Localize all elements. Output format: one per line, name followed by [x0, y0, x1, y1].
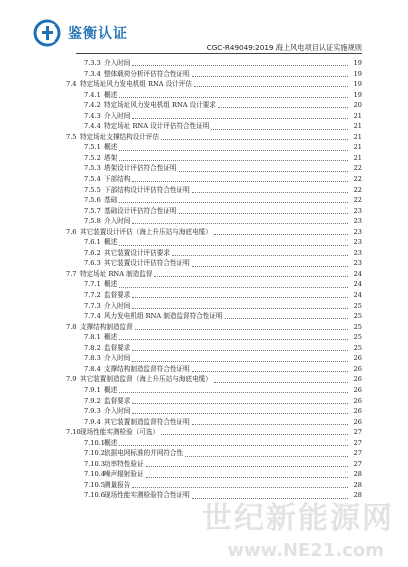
- toc-entry-page: 21: [353, 132, 362, 141]
- toc-entry[interactable]: [66, 480, 362, 491]
- toc-entry[interactable]: [66, 185, 362, 196]
- toc-entry-page: 25: [353, 333, 362, 342]
- toc-dot-leader: [132, 303, 348, 309]
- toc-entry[interactable]: [66, 195, 362, 206]
- toc-dot-leader: [119, 387, 348, 393]
- toc-entry-title: 概述: [104, 90, 118, 99]
- toc-entry[interactable]: [66, 248, 362, 259]
- toc-entry-page: 25: [353, 322, 362, 331]
- toc-entry-title: 基础: [104, 196, 118, 205]
- toc-entry-page: 25: [353, 312, 362, 321]
- toc-entry-page: 26: [353, 407, 362, 416]
- toc-entry-title: 其它装置设计评估符合性证明: [104, 259, 190, 268]
- toc-dot-leader: [132, 60, 348, 66]
- toc-entry-title: 现场性能实测检验（可选）: [80, 428, 160, 437]
- toc-entry-page: 28: [353, 470, 362, 479]
- toc-entry-title: 概述: [104, 333, 118, 342]
- toc-dot-leader: [192, 187, 348, 193]
- toc-entry-title: 其它装置制造监督符合性证明: [104, 417, 190, 426]
- toc-entry-number: 7.5.7: [84, 206, 101, 215]
- toc-dot-leader: [214, 229, 348, 235]
- toc-entry-page: 21: [353, 143, 362, 152]
- toc-entry-title: 介入时间: [104, 407, 131, 416]
- toc-entry-page: 26: [353, 364, 362, 373]
- toc-entry-title: 整体载荷分析评估符合性证明: [104, 69, 190, 78]
- toc-entry[interactable]: [66, 427, 362, 438]
- toc-entry-number: 7.4: [66, 80, 77, 89]
- toc-entry-number: 7.9.1: [84, 385, 101, 394]
- toc-entry-title: 下部结构设计评估符合性证明: [104, 185, 190, 194]
- toc-entry-number: 7.9.4: [84, 417, 101, 426]
- toc-entry-title: 噪声辐射验证: [104, 470, 144, 479]
- toc-entry-title: 风力发电机组 RNA 制造监督符合性证明: [104, 312, 223, 321]
- toc-entry-number: 7.8.2: [84, 343, 101, 352]
- cgc-logo: [32, 18, 172, 48]
- toc-entry-number: 7.8.4: [84, 364, 101, 373]
- toc-dot-leader: [119, 282, 348, 288]
- toc-entry-number: 7.4.4: [84, 122, 101, 131]
- toc-entry-page: 19: [353, 80, 362, 89]
- toc-entry-number: 7.9: [66, 375, 77, 384]
- toc-entry-page: 22: [353, 164, 362, 173]
- toc-dot-leader: [119, 145, 348, 151]
- toc-entry-title: 特定场址 RNA 制造监督: [80, 269, 153, 278]
- toc-entry-title: 特定场址风力发电机组 RNA 设计要求: [104, 101, 216, 110]
- toc-entry-page: 19: [353, 69, 362, 78]
- toc-entry-title: 介入时间: [104, 217, 131, 226]
- toc-entry-page: 28: [353, 480, 362, 489]
- toc-entry-page: 22: [353, 175, 362, 184]
- toc-entry-title: 特定场址风力发电机组 RNA 设计评估: [80, 80, 192, 89]
- toc-entry[interactable]: [66, 206, 362, 217]
- toc-entry-title: 支撑结构制造监督符合性证明: [104, 364, 190, 373]
- toc-dot-leader: [161, 429, 348, 435]
- toc-dot-leader: [179, 166, 348, 172]
- toc-dot-leader: [119, 92, 348, 98]
- toc-entry-number: 7.8.1: [84, 333, 101, 342]
- toc-entry-number: 7.3.4: [84, 69, 101, 78]
- toc-entry-page: 19: [353, 90, 362, 99]
- toc-entry-title: 概述: [104, 238, 118, 247]
- toc-entry[interactable]: [66, 142, 362, 153]
- header-rule: [76, 53, 362, 54]
- toc-dot-leader: [132, 408, 348, 414]
- toc-entry-page: 21: [353, 111, 362, 120]
- toc-entry-title: 监督要求: [104, 343, 131, 352]
- toc-entry-number: 7.9.3: [84, 407, 101, 416]
- toc-dot-leader: [185, 451, 348, 457]
- cgc-logo-icon: [32, 18, 64, 48]
- toc-entry-page: 23: [353, 248, 362, 257]
- toc-dot-leader: [225, 313, 348, 319]
- toc-entry-title: 介入时间: [104, 354, 131, 363]
- toc-entry-page: 27: [353, 438, 362, 447]
- toc-entry-title: 概述: [104, 385, 118, 394]
- toc-dot-leader: [132, 356, 348, 362]
- toc-dot-leader: [119, 440, 348, 446]
- table-of-contents: [66, 58, 362, 501]
- toc-entry-number: 7.10.5: [84, 480, 105, 489]
- toc-dot-leader: [132, 398, 348, 404]
- toc-dot-leader: [154, 271, 348, 277]
- toc-entry[interactable]: [66, 469, 362, 480]
- toc-entry-page: 26: [353, 417, 362, 426]
- toc-entry-title: 塔架: [104, 153, 118, 162]
- toc-entry-title: 依据电网标准的并网符合性: [104, 449, 184, 458]
- toc-entry-title: 概述: [104, 438, 118, 447]
- toc-dot-leader: [146, 461, 348, 467]
- toc-dot-leader: [119, 334, 348, 340]
- toc-entry[interactable]: [66, 353, 362, 364]
- toc-dot-leader: [192, 419, 348, 425]
- toc-entry[interactable]: [66, 216, 362, 227]
- watermark-text: 世纪新能源网: [202, 501, 394, 536]
- toc-entry-title: 现场性能实测检验符合性证明: [104, 491, 190, 500]
- toc-entry-page: 26: [353, 385, 362, 394]
- toc-entry-title: 特定场址支撑结构设计评估: [80, 132, 160, 141]
- toc-entry-number: 7.5: [66, 132, 77, 141]
- toc-entry-title: 基础设计评估符合性证明: [104, 206, 177, 215]
- toc-entry-title: 塔架设计评估符合性证明: [104, 164, 177, 173]
- toc-entry[interactable]: [66, 279, 362, 290]
- toc-entry-title: 监督要求: [104, 396, 131, 405]
- toc-entry-page: 23: [353, 259, 362, 268]
- toc-dot-leader: [132, 482, 348, 488]
- toc-entry-number: 7.5.6: [84, 196, 101, 205]
- toc-entry-title: 其它装置制造监督（海上升压站与海底电缆）: [80, 375, 212, 384]
- toc-dot-leader: [161, 134, 348, 140]
- page-header: [0, 0, 408, 60]
- toc-dot-leader: [135, 324, 348, 330]
- toc-entry-page: 26: [353, 354, 362, 363]
- document-title: CGC-R49049:2019 海上风电项目认证实施规则: [206, 43, 362, 52]
- toc-entry-number: 7.6: [66, 227, 77, 236]
- toc-entry[interactable]: [66, 163, 362, 174]
- toc-entry-title: 支撑结构制造监督: [80, 322, 133, 331]
- toc-entry-page: 23: [353, 206, 362, 215]
- toc-entry-number: 7.10.6: [84, 491, 105, 500]
- toc-dot-leader: [132, 292, 348, 298]
- toc-entry-number: 7.7: [66, 269, 77, 278]
- toc-entry-title: 其它装置设计评估要求: [104, 248, 170, 257]
- toc-entry-page: 25: [353, 301, 362, 310]
- toc-entry-number: 7.10.2: [84, 449, 105, 458]
- toc-dot-leader: [172, 250, 348, 256]
- toc-entry-number: 7.7.2: [84, 291, 101, 300]
- toc-entry-number: 7.8.3: [84, 354, 101, 363]
- toc-dot-leader: [146, 472, 348, 478]
- toc-entry-page: 24: [353, 291, 362, 300]
- toc-entry-page: 22: [353, 185, 362, 194]
- toc-entry-number: 7.4.3: [84, 111, 101, 120]
- toc-entry-page: 26: [353, 396, 362, 405]
- toc-dot-leader: [192, 261, 348, 267]
- toc-dot-leader: [119, 155, 348, 161]
- toc-entry-page: 24: [353, 280, 362, 289]
- toc-entry-number: 7.5.4: [84, 175, 101, 184]
- toc-entry-title: 介入时间: [104, 301, 131, 310]
- toc-dot-leader: [192, 71, 348, 77]
- toc-dot-leader: [192, 366, 348, 372]
- toc-entry-page: 23: [353, 217, 362, 226]
- toc-entry-page: 28: [353, 491, 362, 500]
- toc-dot-leader: [132, 113, 348, 119]
- toc-entry[interactable]: [66, 121, 362, 132]
- toc-entry[interactable]: [66, 438, 362, 449]
- toc-entry-page: 23: [353, 227, 362, 236]
- toc-entry[interactable]: [66, 69, 362, 80]
- toc-dot-leader: [194, 81, 348, 87]
- toc-entry-title: 概述: [104, 143, 118, 152]
- toc-entry[interactable]: [66, 90, 362, 101]
- toc-entry-title: 功率特性验证: [104, 459, 144, 468]
- toc-entry[interactable]: [66, 111, 362, 122]
- toc-entry-page: 27: [353, 449, 362, 458]
- toc-entry-title: 下部结构: [104, 175, 131, 184]
- toc-entry-page: 22: [353, 196, 362, 205]
- toc-entry[interactable]: [66, 322, 362, 333]
- toc-dot-leader: [132, 345, 348, 351]
- toc-entry-title: 监督要求: [104, 291, 131, 300]
- toc-entry-number: 7.6.2: [84, 248, 101, 257]
- toc-entry[interactable]: [66, 258, 362, 269]
- toc-entry[interactable]: [66, 301, 362, 312]
- watermark-url: www.NE21.com: [227, 540, 384, 561]
- toc-entry[interactable]: [66, 100, 362, 111]
- toc-entry[interactable]: [66, 385, 362, 396]
- toc-entry-number: 7.3.3: [84, 59, 101, 67]
- toc-entry-page: 19: [353, 59, 362, 67]
- toc-entry-number: 7.9.2: [84, 396, 101, 405]
- toc-entry-number: 7.7.4: [84, 312, 101, 321]
- toc-entry-title: 其它装置设计评估（海上升压站与海底电缆）: [80, 227, 212, 236]
- toc-entry-title: 概述: [104, 280, 118, 289]
- toc-entry-page: 21: [353, 122, 362, 131]
- toc-entry-number: 7.10.3: [84, 459, 105, 468]
- toc-entry[interactable]: [66, 58, 362, 69]
- toc-entry[interactable]: [66, 343, 362, 354]
- toc-entry-number: 7.7.1: [84, 280, 101, 289]
- toc-dot-leader: [211, 124, 348, 130]
- toc-entry[interactable]: [66, 311, 362, 322]
- toc-entry-number: 7.5.3: [84, 164, 101, 173]
- toc-entry[interactable]: [66, 332, 362, 343]
- toc-entry-page: 27: [353, 428, 362, 437]
- toc-entry-number: 7.10.1: [84, 438, 105, 447]
- toc-entry-title: 介入时间: [104, 111, 131, 120]
- toc-entry[interactable]: [66, 364, 362, 375]
- toc-entry[interactable]: [66, 374, 362, 385]
- toc-dot-leader: [214, 377, 348, 383]
- toc-entry-page: 25: [353, 343, 362, 352]
- toc-entry[interactable]: [66, 132, 362, 143]
- toc-entry-title: 测量报告: [104, 480, 131, 489]
- toc-entry-page: 26: [353, 375, 362, 384]
- toc-dot-leader: [132, 176, 348, 182]
- toc-entry-title: 介入时间: [104, 59, 131, 67]
- toc-entry[interactable]: [66, 459, 362, 470]
- toc-entry-number: 7.5.8: [84, 217, 101, 226]
- toc-entry-number: 7.5.5: [84, 185, 101, 194]
- toc-entry-page: 21: [353, 153, 362, 162]
- toc-dot-leader: [119, 197, 348, 203]
- toc-entry-number: 7.5.2: [84, 153, 101, 162]
- toc-dot-leader: [218, 102, 348, 108]
- toc-entry-title: 特定场址 RNA 设计评估符合性证明: [104, 122, 210, 131]
- toc-entry-number: 7.6.3: [84, 259, 101, 268]
- toc-entry-number: 7.6.1: [84, 238, 101, 247]
- toc-entry-number: 7.8: [66, 322, 77, 331]
- toc-entry[interactable]: [66, 227, 362, 238]
- toc-entry[interactable]: [66, 237, 362, 248]
- toc-dot-leader: [132, 218, 348, 224]
- toc-entry[interactable]: [66, 269, 362, 280]
- toc-entry-page: 20: [353, 101, 362, 110]
- toc-entry[interactable]: [66, 153, 362, 164]
- toc-entry-number: 7.4.1: [84, 90, 101, 99]
- toc-entry-number: 7.5.1: [84, 143, 101, 152]
- toc-entry[interactable]: [66, 290, 362, 301]
- toc-entry[interactable]: [66, 174, 362, 185]
- toc-entry-number: 7.10: [66, 428, 81, 437]
- toc-entry-page: 23: [353, 238, 362, 247]
- toc-dot-leader: [119, 240, 348, 246]
- toc-entry[interactable]: [66, 396, 362, 407]
- toc-entry[interactable]: [66, 406, 362, 417]
- toc-entry-number: 7.7.3: [84, 301, 101, 310]
- toc-entry-number: 7.10.4: [84, 470, 105, 479]
- toc-entry-page: 27: [353, 459, 362, 468]
- toc-entry[interactable]: [66, 448, 362, 459]
- toc-dot-leader: [179, 208, 348, 214]
- toc-entry-number: 7.4.2: [84, 101, 101, 110]
- toc-entry[interactable]: [66, 417, 362, 428]
- toc-entry-page: 24: [353, 269, 362, 278]
- logo-text: 鉴衡认证: [68, 26, 128, 42]
- toc-entry[interactable]: [66, 79, 362, 90]
